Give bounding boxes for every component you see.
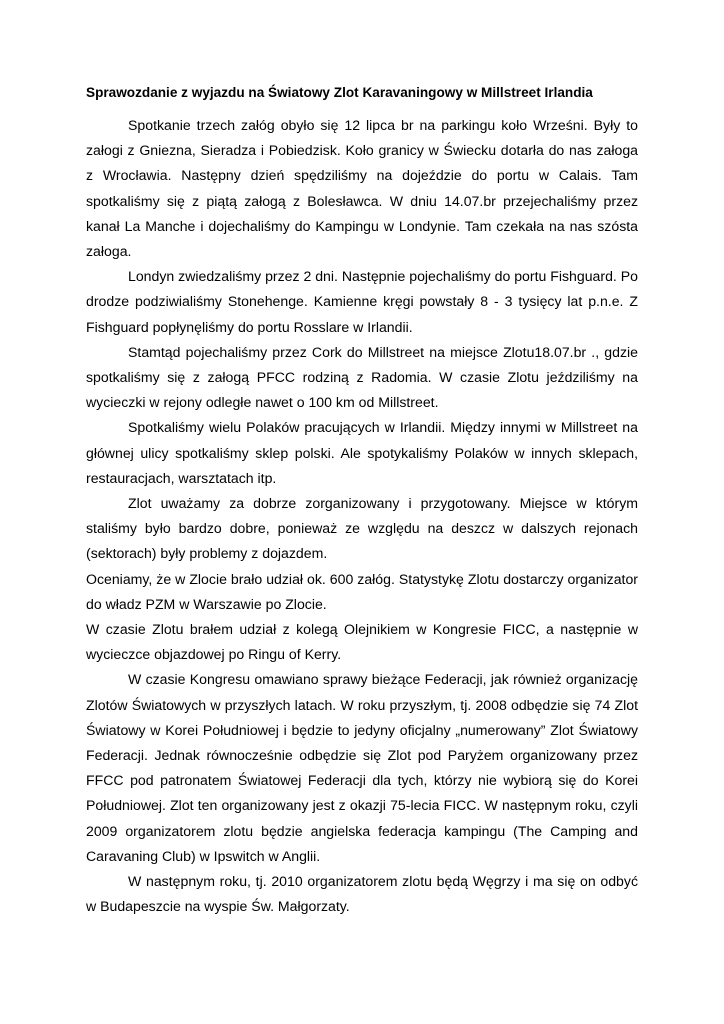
paragraph-poles: Spotkaliśmy wielu Polaków pracujących w Irlandii. Między innymi w Millstreet na głównej ulicy spotkaliśmy sklep polski. Ale spotykaliśmy Polaków w innych sklepach, restauracjach, warsztatach itp. xyxy=(86,419,638,486)
paragraph-congress-topics: W czasie Kongresu omawiano sprawy bieżące Federacji, jak również organizację Zlotów Światowych w przyszłych latach. W roku przyszłym, tj. 2008 odbędzie się 74 Zlot Światowy w Korei Południowej i będzie to jedyny oficjalny „numerowany” Zlot Światowy Federacji. Jednak równocześnie odbędzie się Zlot pod Paryżem organizowany przez FFCC pod patronatem Światowej Federacji dla tych, którzy nie wybiorą się do Korei Południowej. Zlot ten organizowany jest z okazji 75-lecia FICC. W następnym roku, czyli 2009 organizatorem zlotu będzie angielska federacja kampingu (The Camping and Caravaning Club) w Ipswitch w Anglii. xyxy=(86,671,638,864)
paragraph-millstreet: Stamtąd pojechaliśmy przez Cork do Millstreet na miejsce Zlotu18.07.br ., gdzie spotkaliśmy się z załogą PFCC rodziną z Radomia. W czasie Zlotu jeździliśmy na wycieczki w rejony odległe nawet o 100 km od Millstreet. xyxy=(86,343,638,411)
paragraph-meeting: Spotkanie trzech załóg obyło się 12 lipca br na parkingu koło Wrześni. Były to załogi z Gniezna, Sieradza i Pobiedzisk. Koło granicy w Świecku dotarła do nas załoga z Wrocławia. Następny dzień spędziliśmy na dojeździe do portu w Calais. Tam spotkaliśmy się z piątą załogą z Bolesławca. W dniu 14.07.br przejechaliśmy przez kanał La Manche i dojechaliśmy do Kampingu w Londynie. Tam czekała na nas szósta załoga. xyxy=(86,117,638,260)
paragraph-next-rally: W następnym roku, tj. 2010 organizatorem zlotu będą Węgrzy i ma się on odbyć w Budapeszcie na wyspie Św. Małgorzaty. xyxy=(86,873,638,915)
paragraph-statistics: Oceniamy, że w Zlocie brało udział ok. 600 załóg. Statystykę Zlotu dostarczy organizator do władz PZM w Warszawie po Zlocie. xyxy=(86,570,638,612)
paragraph-congress-participation: W czasie Zlotu brałem udział z kolegą Olejnikiem w Kongresie FICC, a następnie w wycieczce objazdowej po Ringu of Kerry. xyxy=(86,621,638,663)
document-title: Sprawozdanie z wyjazdu na Światowy Zlot Karavaningowy w Millstreet Irlandia xyxy=(86,85,593,100)
paragraph-organization: Zlot uważamy za dobrze zorganizowany i przygotowany. Miejsce w którym staliśmy było bardzo dobre, ponieważ ze względu na deszcz w dalszych rejonach (sektorach) były problemy z dojazdem. xyxy=(86,495,638,562)
document-page xyxy=(86,84,638,920)
paragraph-london: Londyn zwiedzaliśmy przez 2 dni. Następnie pojechaliśmy do portu Fishguard. Po drodze podziwialiśmy Stonehenge. Kamienne kręgi powstały 8 - 3 tysięcy lat p.n.e. Z Fishguard popłynęliśmy do portu Rosslare w Irlandii. xyxy=(86,268,638,335)
